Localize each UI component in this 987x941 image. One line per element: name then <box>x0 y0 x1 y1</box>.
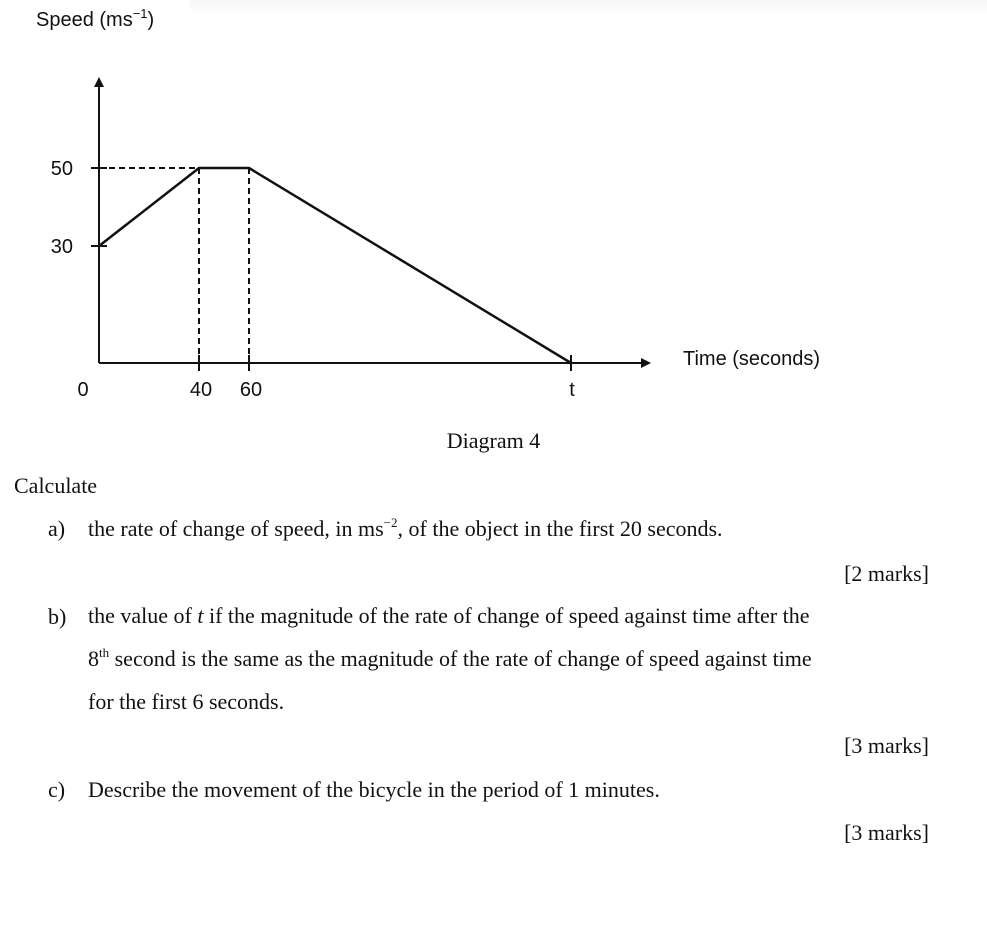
question-c-letter: c) <box>48 777 66 802</box>
question-a-letter: a) <box>48 516 66 541</box>
question-b-marks: [3 marks] <box>844 733 929 758</box>
question-a-text: the rate of change of speed, in $ms^{-2}$, of the object in the first 20 seconds. <box>88 515 723 541</box>
y-tick-label-30: 30 <box>50 236 73 258</box>
question-b-letter: b) <box>48 604 67 629</box>
x-tick-label-40: 40 <box>189 379 213 401</box>
question-c <box>48 777 929 803</box>
question-b-text: the value of t if the magnitude of the rate of change of speed against time after the 8th second is the same as the magnitude of the rate of change of speed against time for the first 6 seconds. <box>88 603 812 714</box>
x-tick-label-t: t <box>569 379 575 401</box>
y-axis-label: Speed $(ms^{-1})$ <box>36 6 155 31</box>
question-a <box>48 516 929 542</box>
y-tick-label-50: 50 <box>50 158 73 180</box>
origin-label: 0 <box>77 379 89 401</box>
speed-time-graph <box>0 0 987 430</box>
diagram-caption: Diagram 4 <box>446 428 541 453</box>
question-c-marks: [3 marks] <box>844 820 929 845</box>
instruction-calculate: Calculate <box>14 473 98 498</box>
x-axis-label: Time (seconds) <box>683 348 821 370</box>
speed-series-line <box>99 168 571 363</box>
question-c-text: Describe the movement of the bicycle in the period of 1 minutes. <box>88 777 660 802</box>
chart-svg <box>0 0 987 430</box>
question-a-marks: [2 marks] <box>844 561 929 586</box>
question-b <box>48 604 929 723</box>
x-tick-label-60: 60 <box>239 379 263 401</box>
